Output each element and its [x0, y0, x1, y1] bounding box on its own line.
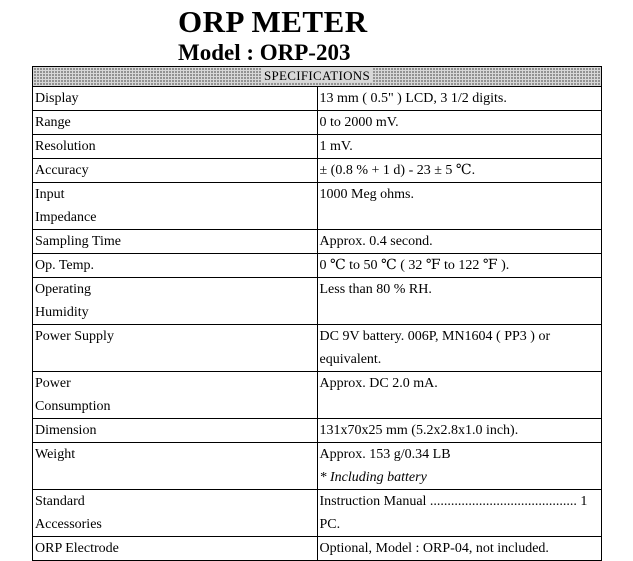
- spec-row: [33, 87, 602, 111]
- spec-label: ORP Electrode: [35, 541, 119, 556]
- spec-label: Power Supply: [35, 329, 114, 344]
- spec-label: Operating: [35, 282, 91, 297]
- spec-value: 0 ℃ to 50 ℃ ( 32 ℉ to 122 ℉ ).: [319, 258, 510, 273]
- spec-row: [33, 325, 602, 372]
- spec-label: Power: [35, 376, 71, 391]
- spec-label: Standard: [35, 494, 85, 509]
- spec-row: [33, 490, 602, 537]
- spec-label-cell: [33, 254, 318, 278]
- spec-row: [33, 183, 602, 230]
- specifications-table: [32, 66, 602, 561]
- spec-value: 1000 Meg ohms.: [319, 187, 414, 202]
- spec-header-row: [33, 67, 602, 87]
- spec-value: Instruction Manual .......................................... 1 PC.: [319, 494, 588, 532]
- spec-header: [33, 67, 602, 87]
- spec-value-cell: [317, 537, 602, 561]
- spec-value-cell: [317, 254, 602, 278]
- spec-label-cell: [33, 135, 318, 159]
- spec-label-cell: [33, 159, 318, 183]
- spec-row: [33, 443, 602, 490]
- spec-value: 131x70x25 mm (5.2x2.8x1.0 inch).: [319, 423, 519, 438]
- spec-label-cell: [33, 443, 318, 490]
- spec-value: ± (0.8 % + 1 d) - 23 ± 5 ℃.: [319, 163, 476, 178]
- spec-row: [33, 372, 602, 419]
- spec-value: Approx. 0.4 second.: [319, 234, 433, 249]
- spec-value-cell: [317, 183, 602, 230]
- spec-value-cell: [317, 87, 602, 111]
- spec-row: [33, 254, 602, 278]
- spec-label-cell: [33, 230, 318, 254]
- spec-label: Sampling Time: [35, 234, 121, 249]
- spec-label: Humidity: [35, 305, 89, 320]
- spec-value: 1 mV.: [319, 139, 353, 154]
- document-title: ORP METER: [178, 4, 368, 39]
- spec-label: Accessories: [35, 517, 102, 532]
- spec-label-cell: [33, 87, 318, 111]
- spec-value-cell: [317, 325, 602, 372]
- spec-value: Optional, Model : ORP-04, not included.: [319, 541, 549, 556]
- spec-value: Approx. 153 g/0.34 LB: [319, 447, 451, 462]
- spec-row: [33, 537, 602, 561]
- spec-label-cell: [33, 537, 318, 561]
- spec-value: Less than 80 % RH.: [319, 282, 432, 297]
- spec-label: Dimension: [35, 423, 97, 438]
- spec-label-cell: [33, 111, 318, 135]
- spec-row: [33, 111, 602, 135]
- spec-value-cell: [317, 490, 602, 537]
- spec-header-label: SPECIFICATIONS: [263, 68, 371, 83]
- spec-label: Display: [35, 91, 79, 106]
- spec-value: DC 9V battery. 006P, MN1604 ( PP3 ) or equivalent.: [319, 329, 551, 367]
- spec-label: Accuracy: [35, 163, 89, 178]
- spec-value-cell: [317, 111, 602, 135]
- spec-row: [33, 230, 602, 254]
- spec-label: Op. Temp.: [35, 258, 95, 273]
- spec-label: Input: [35, 187, 65, 202]
- spec-value: 0 to 2000 mV.: [319, 115, 399, 130]
- spec-label-cell: [33, 419, 318, 443]
- spec-value-cell: [317, 443, 602, 490]
- spec-label-cell: [33, 325, 318, 372]
- spec-label: Consumption: [35, 399, 111, 414]
- spec-label-cell: [33, 490, 318, 537]
- spec-label: Resolution: [35, 139, 96, 154]
- spec-value-cell: [317, 159, 602, 183]
- model-number: Model : ORP-203: [178, 40, 351, 65]
- spec-label-cell: [33, 183, 318, 230]
- spec-value: * Including battery: [319, 470, 427, 485]
- spec-label: Range: [35, 115, 71, 130]
- spec-label: Impedance: [35, 210, 97, 225]
- spec-row: [33, 159, 602, 183]
- spec-value-cell: [317, 278, 602, 325]
- spec-label: Weight: [35, 447, 76, 462]
- spec-label-cell: [33, 278, 318, 325]
- spec-value-cell: [317, 372, 602, 419]
- spec-value: 13 mm ( 0.5" ) LCD, 3 1/2 digits.: [319, 91, 507, 106]
- spec-row: [33, 278, 602, 325]
- spec-value-cell: [317, 135, 602, 159]
- spec-label-cell: [33, 372, 318, 419]
- spec-value-cell: [317, 419, 602, 443]
- spec-value: Approx. DC 2.0 mA.: [319, 376, 438, 391]
- spec-row: [33, 419, 602, 443]
- spec-value-cell: [317, 230, 602, 254]
- spec-row: [33, 135, 602, 159]
